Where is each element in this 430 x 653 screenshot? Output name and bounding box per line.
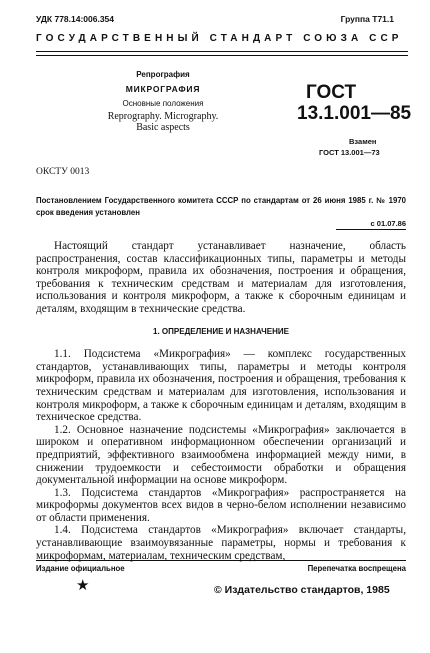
okstu-code: ОКСТУ 0013: [36, 167, 90, 177]
section-title: 1. ОПРЕДЕЛЕНИЕ И НАЗНАЧЕНИЕ: [153, 326, 289, 336]
gost-label: ГОСТ: [306, 82, 357, 103]
paragraph-1-2: 1.2. Основное назначение подсистемы «Микрография» заключается в широком и оперативном информационном обеспечении организаций и предприятий, эффективного взаимообмена информацией между ними, в снижении трудоемкости и себестоимости обработки и обращения документальной информации на основе микроформ.: [36, 423, 406, 487]
document-name: МИКРОГРАФИЯ: [125, 84, 201, 94]
date-rule: [336, 229, 406, 230]
replaces-value: ГОСТ 13.001—73: [319, 148, 380, 157]
title-block: [88, 70, 238, 133]
paragraph-1-3: 1.3. Подсистема стандартов «Микрография» распространяется на микроформы документов всех видов в черно-белом исполнении независимо от области применения.: [36, 486, 406, 524]
star-icon: ★: [76, 578, 90, 594]
paragraph-1-4: 1.4. Подсистема стандартов «Микрография» включает стандарты, устанавливающие взаимоувязанные параметры, нормы и требования к микроформам, материалам, техническим средствам,: [36, 524, 406, 562]
english-title: Reprography. Micrography.: [107, 111, 219, 122]
copyright-notice: © Издательство стандартов, 1985: [214, 584, 390, 596]
standard-title: ГОСУДАРСТВЕННЫЙ СТАНДАРТ СОЮЗА ССР: [36, 33, 403, 44]
category-label: Репрография: [136, 70, 190, 79]
intro-paragraph: Настоящий стандарт устанавливает назначение, область распространения, состав классификационных типы, параметры и методы контроля микроформ, правила их обозначения, построения и обращения, требования к техническим средствам и материалам для изготовления, использования и контроля микроформ, а также к сборочным единицам и деталям, входящим в технические средства.: [36, 240, 406, 315]
paragraph-1-1: 1.1. Подсистема «Микрография» — комплекс государственных стандартов, устанавливающих типы, параметры и методы контроля микроформ, правила их обозначения, построения и обращения, требования к техническим средствам и материалам для изготовления, использования и контроля микроформ, а также к сборочным единицам и деталям, входящим в техническое средства.: [36, 348, 406, 424]
body-text: [36, 240, 406, 562]
header-rule-thick: [36, 51, 408, 52]
document-subtitle: Основные положения: [122, 99, 204, 108]
english-subtitle: Basic aspects: [136, 122, 190, 133]
header-rule-thin: [36, 55, 408, 56]
decree-text: Постановлением Государственного комитета СССР по стандартам от 26 июня 1985 г. № 1970 срок введения установлен: [36, 196, 406, 217]
gost-number: 13.1.001—85: [297, 103, 412, 124]
group-code: Группа Т71.1: [340, 14, 394, 24]
introduction-date: с 01.07.86: [370, 219, 406, 228]
edition-label: Издание официальное: [36, 564, 125, 573]
replaces-label: Взамен: [349, 137, 377, 146]
udk-code: УДК 778.14:006.354: [36, 14, 115, 24]
reprint-notice: Перепечатка воспрещена: [307, 564, 406, 573]
footer-rule: [36, 560, 406, 561]
